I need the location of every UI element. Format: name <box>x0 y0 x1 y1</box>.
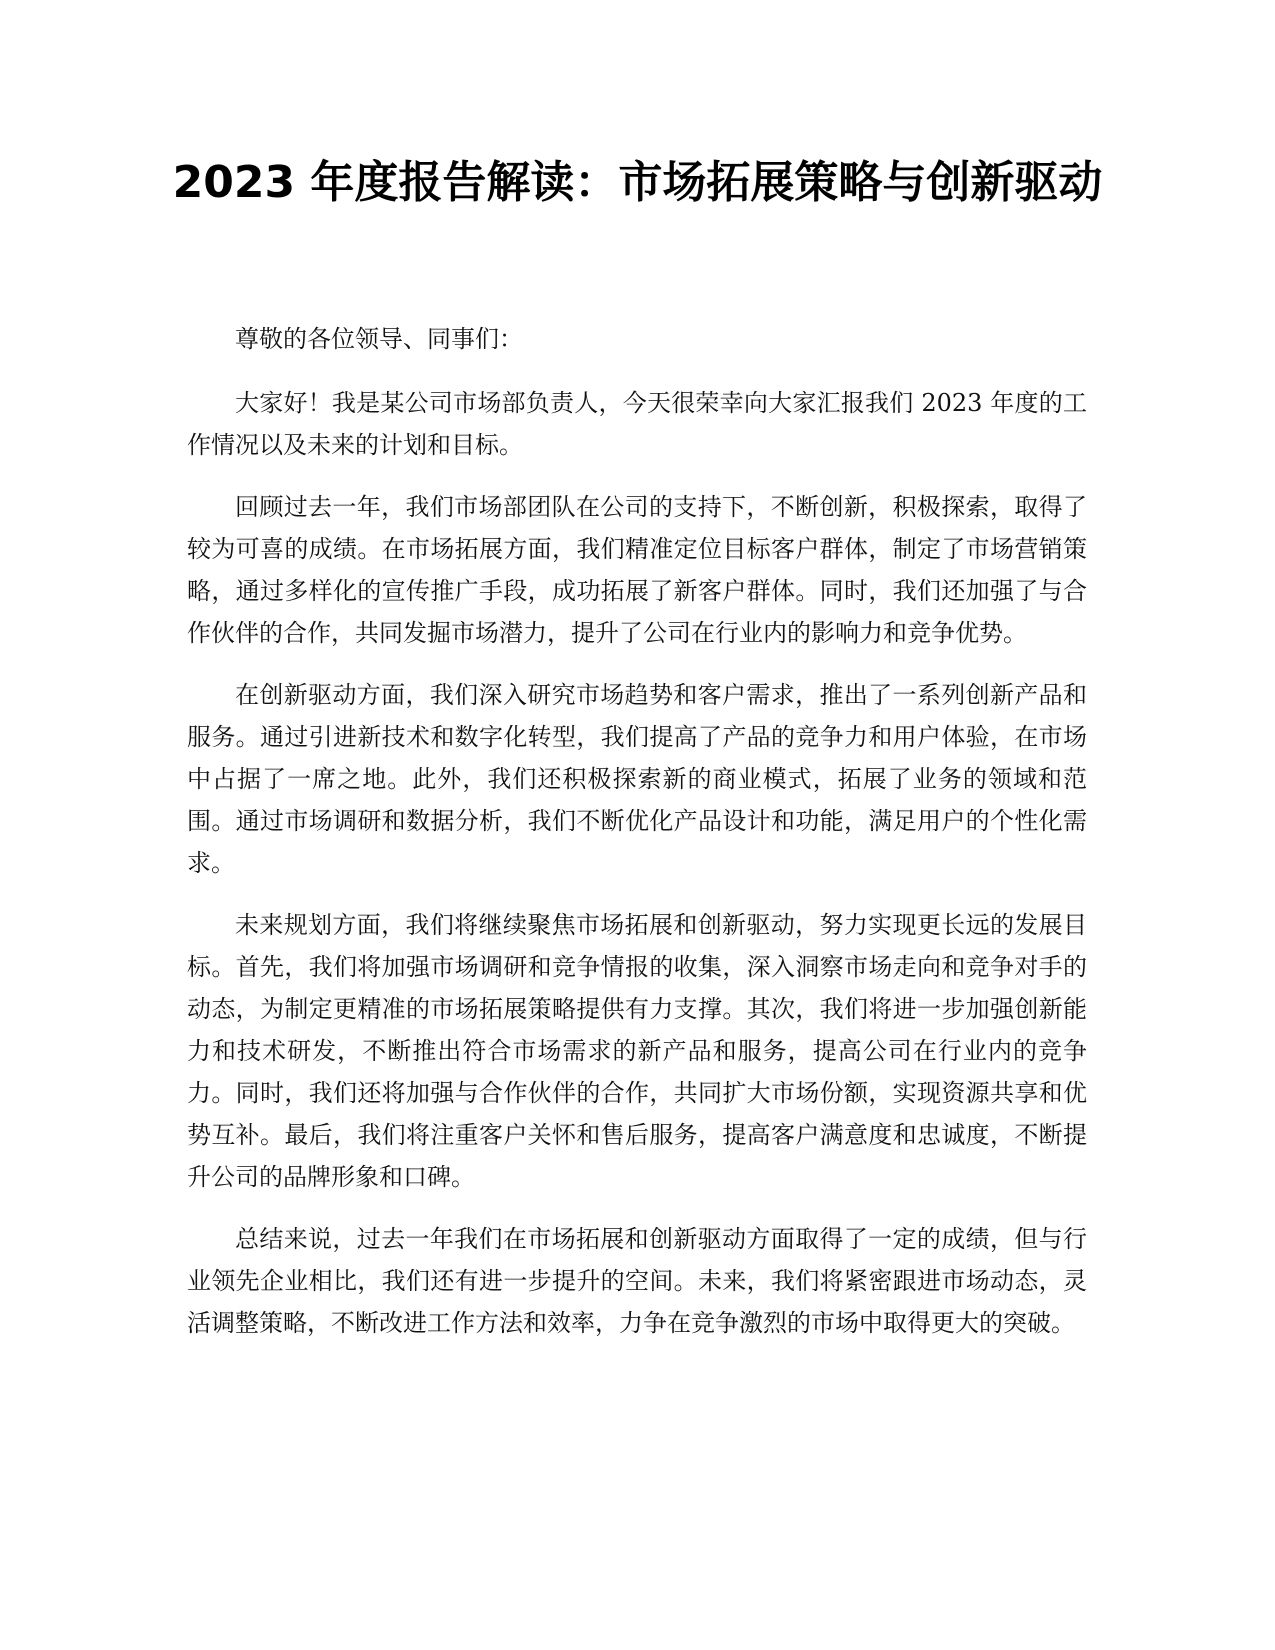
paragraph-innovation: 在创新驱动方面，我们深入研究市场趋势和客户需求，推出了一系列创新产品和服务。通过引进新技术和数字化转型，我们提高了产品的竞争力和用户体验，在市场中占据了一席之地。此外，我们还积极探索新的商业模式，拓展了业务的领域和范围。通过市场调研和数据分析，我们不断优化产品设计和功能，满足用户的个性化需求。 <box>187 681 1087 877</box>
document-title: 2023 年度报告解读：市场拓展策略与创新驱动 <box>172 157 1103 208</box>
paragraph-summary: 总结来说，过去一年我们在市场拓展和创新驱动方面取得了一定的成绩，但与行业领先企业相比，我们还有进一步提升的空间。未来，我们将紧密跟进市场动态，灵活调整策略，不断改进工作方法和效率，力争在竞争激烈的市场中取得更大的突破。 <box>187 1225 1087 1337</box>
paragraph-review: 回顾过去一年，我们市场部团队在公司的支持下，不断创新，积极探索，取得了较为可喜的成绩。在市场拓展方面，我们精准定位目标客户群体，制定了市场营销策略，通过多样化的宣传推广手段，成功拓展了新客户群体。同时，我们还加强了与合作伙伴的合作，共同发掘市场潜力，提升了公司在行业内的影响力和竞争优势。 <box>187 493 1087 647</box>
paragraph-greeting: 大家好！我是某公司市场部负责人，今天很荣幸向大家汇报我们 2023 年度的工作情况以及未来的计划和目标。 <box>187 389 1087 459</box>
document-body <box>187 318 1087 1364</box>
paragraph-future-plan: 未来规划方面，我们将继续聚焦市场拓展和创新驱动，努力实现更长远的发展目标。首先，我们将加强市场调研和竞争情报的收集，深入洞察市场走向和竞争对手的动态，为制定更精准的市场拓展策略提供有力支撑。其次，我们将进一步加强创新能力和技术研发，不断推出符合市场需求的新产品和服务，提高公司在行业内的竞争力。同时，我们还将加强与合作伙伴的合作，共同扩大市场份额，实现资源共享和优势互补。最后，我们将注重客户关怀和售后服务，提高客户满意度和忠诚度，不断提升公司的品牌形象和口碑。 <box>187 911 1087 1191</box>
paragraph-salutation: 尊敬的各位领导、同事们： <box>235 325 523 353</box>
